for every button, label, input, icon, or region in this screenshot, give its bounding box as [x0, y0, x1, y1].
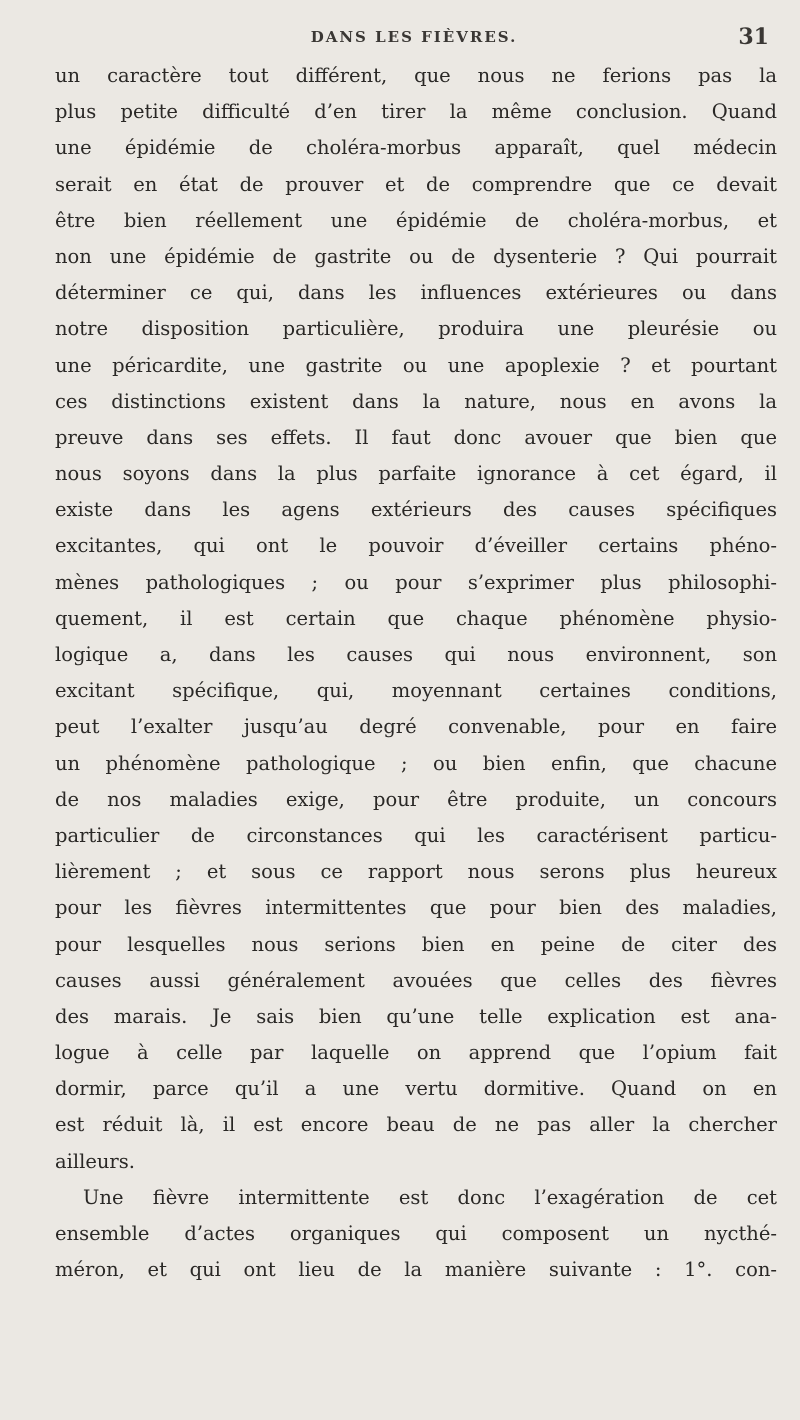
text-line: est réduit là, il est encore beau de ne pas aller la chercher: [55, 1113, 777, 1137]
text-line: peut l’exalter jusqu’au degré convenable, pour en faire: [55, 715, 777, 739]
text-line: déterminer ce qui, dans les influences extérieures ou dans: [55, 281, 777, 305]
text-line: existe dans les agens extérieurs des causes spécifiques: [55, 498, 777, 522]
running-title: DANS LES FIÈVRES.: [310, 28, 518, 46]
text-line: une épidémie de choléra-morbus apparaît, quel médecin: [55, 136, 777, 160]
text-line: ces distinctions existent dans la nature, nous en avons la: [55, 389, 777, 413]
text-line: des marais. Je sais bien qu’une telle explication est ana-: [55, 1004, 777, 1028]
text-line: un phénomène pathologique ; ou bien enfin, que chacune: [55, 751, 777, 775]
text-line: méron, et qui ont lieu de la manière suivante : 1°. con-: [55, 1258, 777, 1282]
text-line: excitant spécifique, qui, moyennant certaines conditions,: [55, 679, 777, 703]
text-line: preuve dans ses effets. Il faut donc avouer que bien que: [55, 425, 777, 449]
text-line: nous soyons dans la plus parfaite ignorance à cet égard, il: [55, 462, 777, 486]
text-line: de nos maladies exige, pour être produite, un concours: [55, 787, 777, 811]
text-line: serait en état de prouver et de comprendre que ce devait: [55, 172, 777, 196]
text-line: lièrement ; et sous ce rapport nous serons plus heureux: [55, 860, 777, 884]
text-line: particulier de circonstances qui les caractérisent particu-: [55, 823, 777, 847]
body-text: [55, 58, 777, 1288]
text-line: ensemble d’actes organiques qui composent un nycthé-: [55, 1222, 777, 1245]
text-line: non une épidémie de gastrite ou de dysenterie ? Qui pourrait: [55, 244, 777, 268]
text-line: excitantes, qui ont le pouvoir d’éveiller certains phéno-: [55, 534, 777, 558]
text-line: une péricardite, une gastrite ou une apoplexie ? et pourtant: [55, 353, 777, 377]
text-line: être bien réellement une épidémie de choléra-morbus, et: [55, 208, 777, 232]
text-line: un caractère tout différent, que nous ne ferions pas la: [55, 64, 777, 87]
text-line: pour lesquelles nous serions bien en peine de citer des: [55, 932, 777, 956]
text-line: mènes pathologiques ; ou pour s’exprimer plus philosophi-: [55, 570, 777, 594]
text-line: logue à celle par laquelle on apprend que l’opium fait: [55, 1041, 777, 1065]
text-line: plus petite difficulté d’en tirer la même conclusion. Quand: [55, 100, 777, 124]
text-line: logique a, dans les causes qui nous environnent, son: [55, 643, 777, 666]
text-line: ailleurs.: [55, 1149, 135, 1173]
text-line: dormir, parce qu’il a une vertu dormitive. Quand on en: [55, 1077, 777, 1101]
text-line: causes aussi généralement avouées que celles des fièvres: [55, 968, 777, 992]
running-head: [55, 26, 773, 52]
text-line: notre disposition particulière, produira une pleurésie ou: [55, 317, 777, 341]
text-line: pour les fièvres intermittentes que pour bien des maladies,: [55, 896, 777, 920]
text-line: quement, il est certain que chaque phénomène physio-: [55, 606, 777, 630]
text-line: Une fièvre intermittente est donc l’exagération de cet: [83, 1185, 777, 1209]
page-number: 31: [738, 24, 769, 50]
